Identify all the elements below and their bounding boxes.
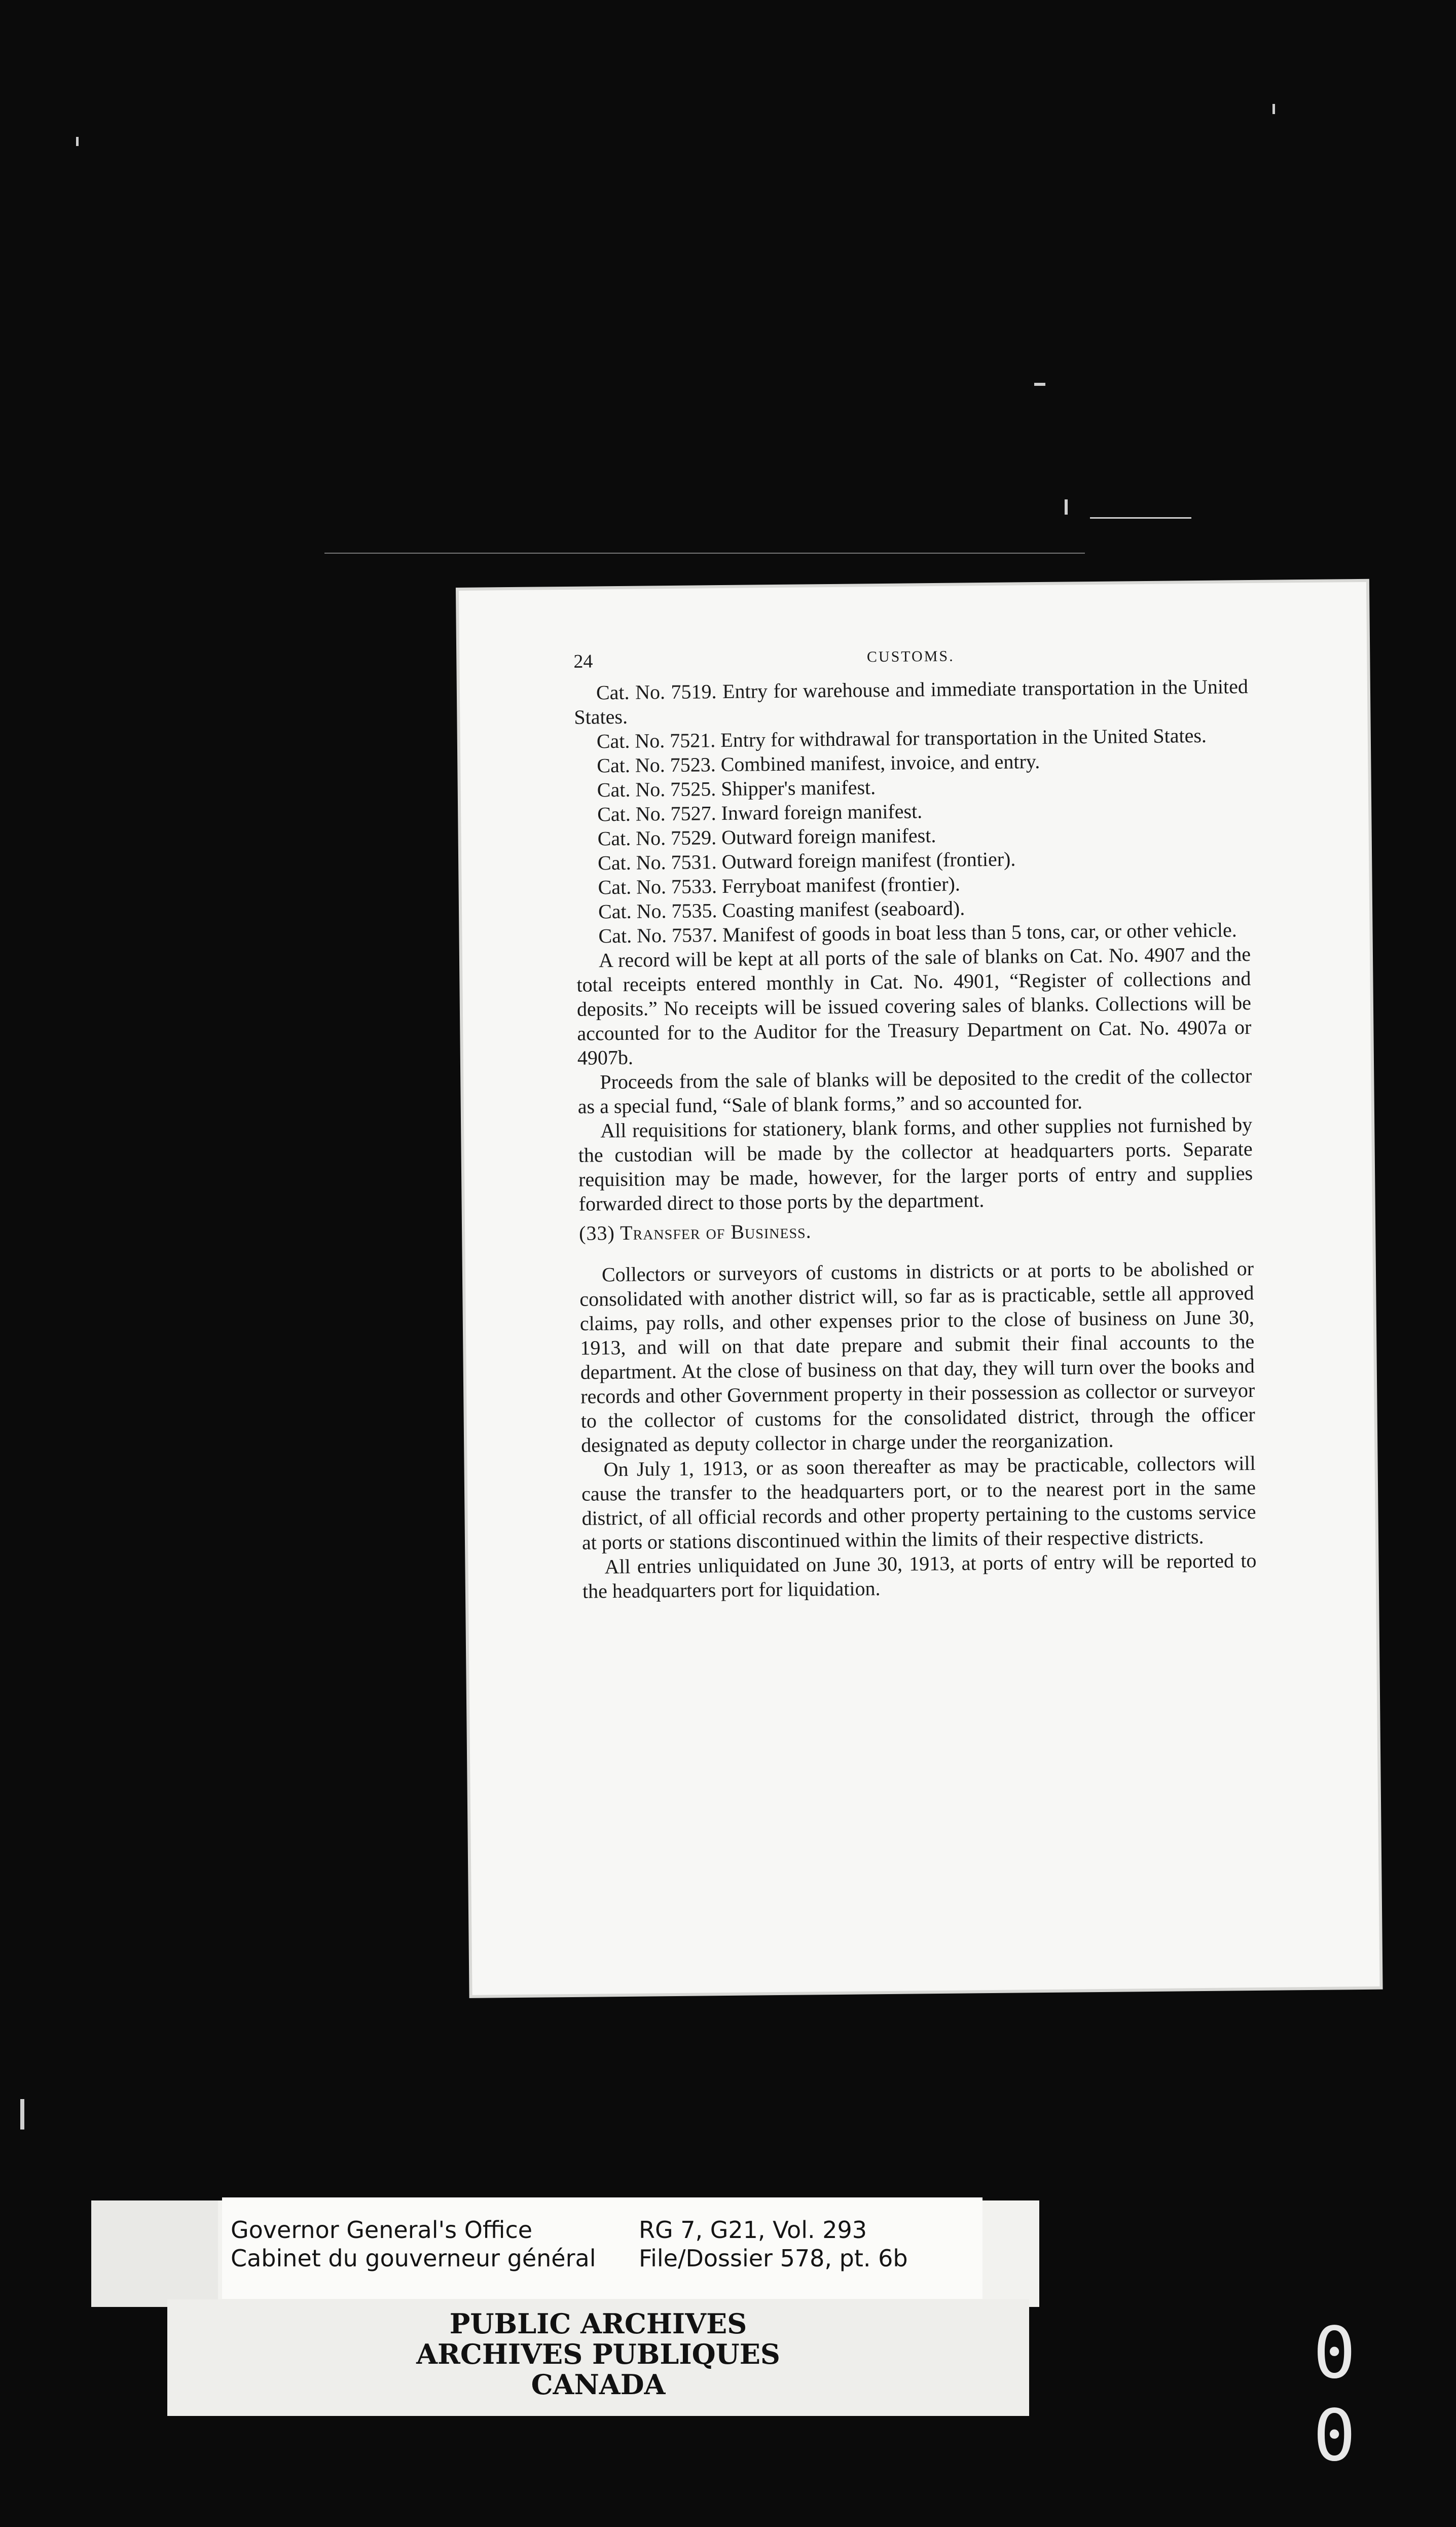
- frame-number: 0 0: [1313, 2312, 1387, 2477]
- label-margin: [91, 2200, 218, 2307]
- film-speck: [76, 137, 79, 146]
- office-block: [231, 2216, 596, 2272]
- paragraph: Proceeds from the sale of blanks will be deposited to the credit of the collector as a special fund, “Sale of blank forms,” and so accounted for.: [577, 1064, 1252, 1118]
- running-title: CUSTOMS.: [866, 647, 955, 666]
- section-heading: (33) Transfer of Business.: [578, 1219, 812, 1245]
- archives-stamp: [167, 2299, 1029, 2416]
- paragraph: Cat. No. 7519. Entry for warehouse and immediate transportation in the United States.: [574, 675, 1249, 729]
- reference-block: [639, 2216, 908, 2272]
- body-text: [574, 674, 1257, 1604]
- page-content: [573, 644, 1257, 1604]
- paragraph: All requisitions for stationery, blank forms, and other supplies not furnished by the custodian will be made by the collector at headquarters ports. Separate requisition may be made, however, for the larger ports of entry and supplies forwarded direct to those ports by the department.: [578, 1113, 1253, 1215]
- paragraph: Cat. No. 7533. Ferryboat manifest (frontier).: [598, 872, 961, 899]
- paragraph: Cat. No. 7537. Manifest of goods in boat less than 5 tons, car, or other vehicle.: [598, 918, 1237, 948]
- office-name-fr: Cabinet du gouverneur général: [231, 2245, 596, 2272]
- stamp-line-en: PUBLIC ARCHIVES: [449, 2307, 747, 2340]
- paragraph: Collectors or surveyors of customs in districts or at ports to be abolished or consolidated with another district will, so far as is practicable, settle all approved claims, pay rolls, and other expenses prior to the close of business on June 30, 1913, and will on that date prepare and submit their final accounts to the department. At the close of business on that day, they will turn over the books and records and other Government property in their possession as collector or surveyor to the collector of customs for the consolidated district, through the officer designated as deputy collector in charge under the reorganization.: [579, 1257, 1255, 1457]
- film-speck: [1034, 383, 1045, 386]
- stamp-line-country: CANADA: [531, 2368, 666, 2401]
- paragraph: Cat. No. 7529. Outward foreign manifest.: [597, 823, 936, 850]
- film-speck: [324, 553, 1085, 554]
- archive-label: [91, 2200, 1039, 2307]
- paragraph: On July 1, 1913, or as soon thereafter as may be practicable, collectors will cause the transfer to the headquarters port, or to the nearest port in the same district, of all official records and other property pertaining to the customs service at ports or stations discontinued within the limits of their respective districts.: [581, 1451, 1256, 1554]
- paragraph: Cat. No. 7531. Outward foreign manifest (frontier).: [597, 847, 1016, 875]
- page-number: 24: [573, 651, 593, 672]
- paragraph: Cat. No. 7521. Entry for withdrawal for transportation in the United States.: [596, 724, 1207, 753]
- stamp-line-fr: ARCHIVES PUBLIQUES: [416, 2338, 780, 2370]
- file-reference: File/Dossier 578, pt. 6b: [639, 2245, 908, 2272]
- paragraph: A record will be kept at all ports of the sale of blanks on Cat. No. 4907 and the total receipts entered monthly in Cat. No. 4901, “Register of collections and deposits.” No receipts will be issued covering sales of blanks. Collections will be accounted for to the Auditor for the Treasury Department on Cat. No. 4907a or 4907b.: [576, 943, 1252, 1069]
- document-page: [459, 582, 1380, 1995]
- paragraph: Cat. No. 7525. Shipper's manifest.: [597, 776, 876, 802]
- film-speck: [1065, 499, 1068, 515]
- paragraph: Cat. No. 7535. Coasting manifest (seaboard).: [598, 896, 965, 923]
- paragraph: Cat. No. 7523. Combined manifest, invoice, and entry.: [597, 750, 1040, 777]
- film-speck: [1090, 517, 1191, 519]
- paragraph: All entries unliquidated on June 30, 1913, at ports of entry will be reported to the headquarters port for liquidation.: [582, 1548, 1257, 1603]
- running-head: [573, 644, 1248, 681]
- office-name-en: Governor General's Office: [231, 2216, 533, 2244]
- film-speck: [20, 2099, 24, 2129]
- film-speck: [1272, 104, 1275, 114]
- paragraph: Cat. No. 7527. Inward foreign manifest.: [597, 800, 923, 826]
- record-group: RG 7, G21, Vol. 293: [639, 2216, 867, 2244]
